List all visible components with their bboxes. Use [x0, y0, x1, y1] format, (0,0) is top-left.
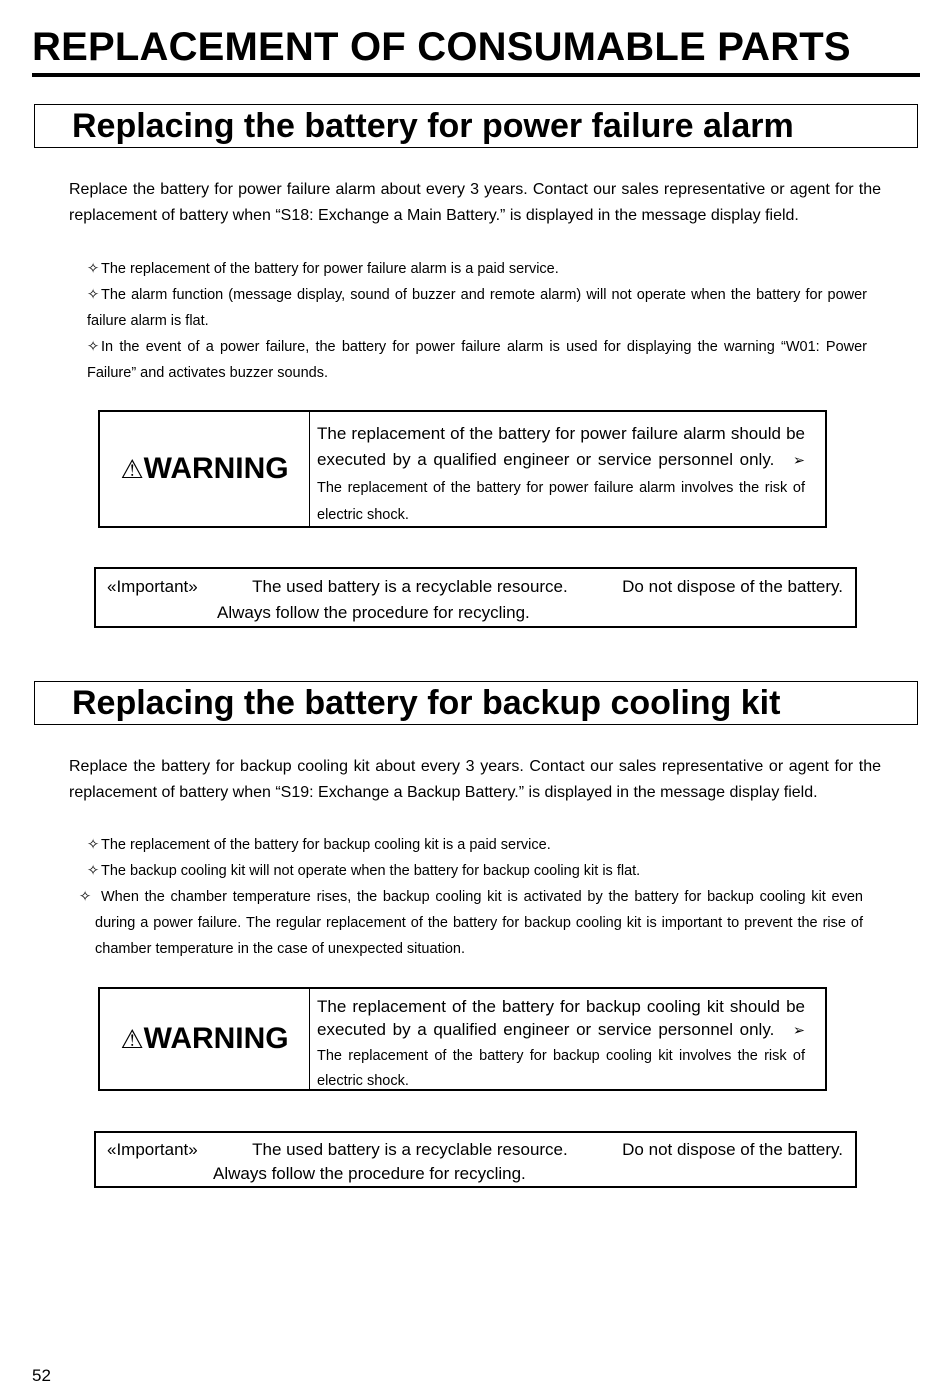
important-tag: «Important» — [107, 577, 198, 596]
section-intro: Replace the battery for backup cooling kit about every 3 years. Contact our sales representative or agent for the replacement of battery when “S19: Exchange a Backup Battery.” is displayed in the message display field. — [69, 758, 881, 801]
warning-triangle-icon: ⚠ — [120, 1024, 144, 1054]
warning-label-cell — [100, 412, 310, 526]
important-text: The used battery is a recyclable resource. — [252, 1140, 568, 1159]
section-heading: Replacing the battery for power failure alarm — [72, 107, 794, 145]
warning-table — [98, 410, 827, 528]
sparkle-icon: ✧ — [87, 261, 100, 277]
important-notice — [94, 567, 857, 628]
note-item: ✧ The backup cooling kit will not operate when the battery for backup cooling kit is flat. — [87, 858, 867, 884]
page-title: REPLACEMENT OF CONSUMABLE PARTS — [32, 25, 851, 69]
important-text: Always follow the procedure for recycling. — [213, 1164, 526, 1183]
important-text: Do not dispose of the battery. — [622, 577, 843, 596]
important-text: Always follow the procedure for recycling. — [217, 603, 530, 622]
arrow-bullet-icon: ➢ — [780, 1023, 805, 1039]
arrow-bullet-icon: ➢ — [780, 453, 805, 469]
page-number: 52 — [32, 1366, 51, 1385]
sparkle-icon: ✧ — [87, 339, 100, 355]
note-item: ✧ In the event of a power failure, the battery for power failure alarm is used for displaying the warning “W01: Power Failure” and activates buzzer sounds. — [87, 334, 867, 386]
important-notice — [94, 1131, 857, 1188]
important-text: Do not dispose of the battery. — [622, 1140, 843, 1159]
warning-main-text: The replacement of the battery for backup cooling kit should be executed by a qualified engineer or service personnel only. — [317, 997, 805, 1039]
sparkle-icon: ✧ — [87, 287, 100, 303]
note-item: ✧ The alarm function (message display, sound of buzzer and remote alarm) will not operate when the battery for power failure alarm is flat. — [87, 282, 867, 334]
warning-text-cell — [310, 989, 825, 1089]
important-text: The used battery is a recyclable resource. — [252, 577, 568, 596]
warning-text-cell — [310, 412, 825, 526]
warning-label: ⚠WARNING — [120, 1022, 289, 1055]
warning-triangle-icon: ⚠ — [120, 454, 144, 484]
warning-main-text: The replacement of the battery for power failure alarm should be executed by a qualified engineer or service personnel only. — [317, 424, 805, 469]
sparkle-icon: ✧ — [79, 889, 92, 905]
warning-label: ⚠WARNING — [120, 452, 289, 485]
sparkle-icon: ✧ — [87, 837, 100, 853]
note-item: ✧ When the chamber temperature rises, the backup cooling kit is activated by the battery for backup cooling kit even during a power failure. The regular replacement of the battery for backup cooling kit is important to prevent the rise of chamber temperature in the case of unexpected situation. — [95, 884, 863, 962]
section-heading-box — [34, 681, 918, 725]
sparkle-icon: ✧ — [87, 863, 100, 879]
section-heading-box — [34, 104, 918, 148]
section-intro: Replace the battery for power failure alarm about every 3 years. Contact our sales representative or agent for the replacement of battery when “S18: Exchange a Main Battery.” is displayed in the message display field. — [69, 181, 881, 224]
warning-detail-text: The replacement of the battery for power failure alarm involves the risk of electric shock. — [317, 480, 805, 523]
warning-detail-text: The replacement of the battery for backup cooling kit involves the risk of electric shock. — [317, 1048, 805, 1089]
important-tag: «Important» — [107, 1140, 198, 1159]
title-divider — [32, 73, 920, 77]
warning-table — [98, 987, 827, 1091]
section-heading: Replacing the battery for backup cooling kit — [72, 684, 781, 722]
note-item: ✧ The replacement of the battery for power failure alarm is a paid service. — [87, 256, 867, 282]
warning-label-cell — [100, 989, 310, 1089]
note-item: ✧ The replacement of the battery for backup cooling kit is a paid service. — [87, 832, 867, 858]
